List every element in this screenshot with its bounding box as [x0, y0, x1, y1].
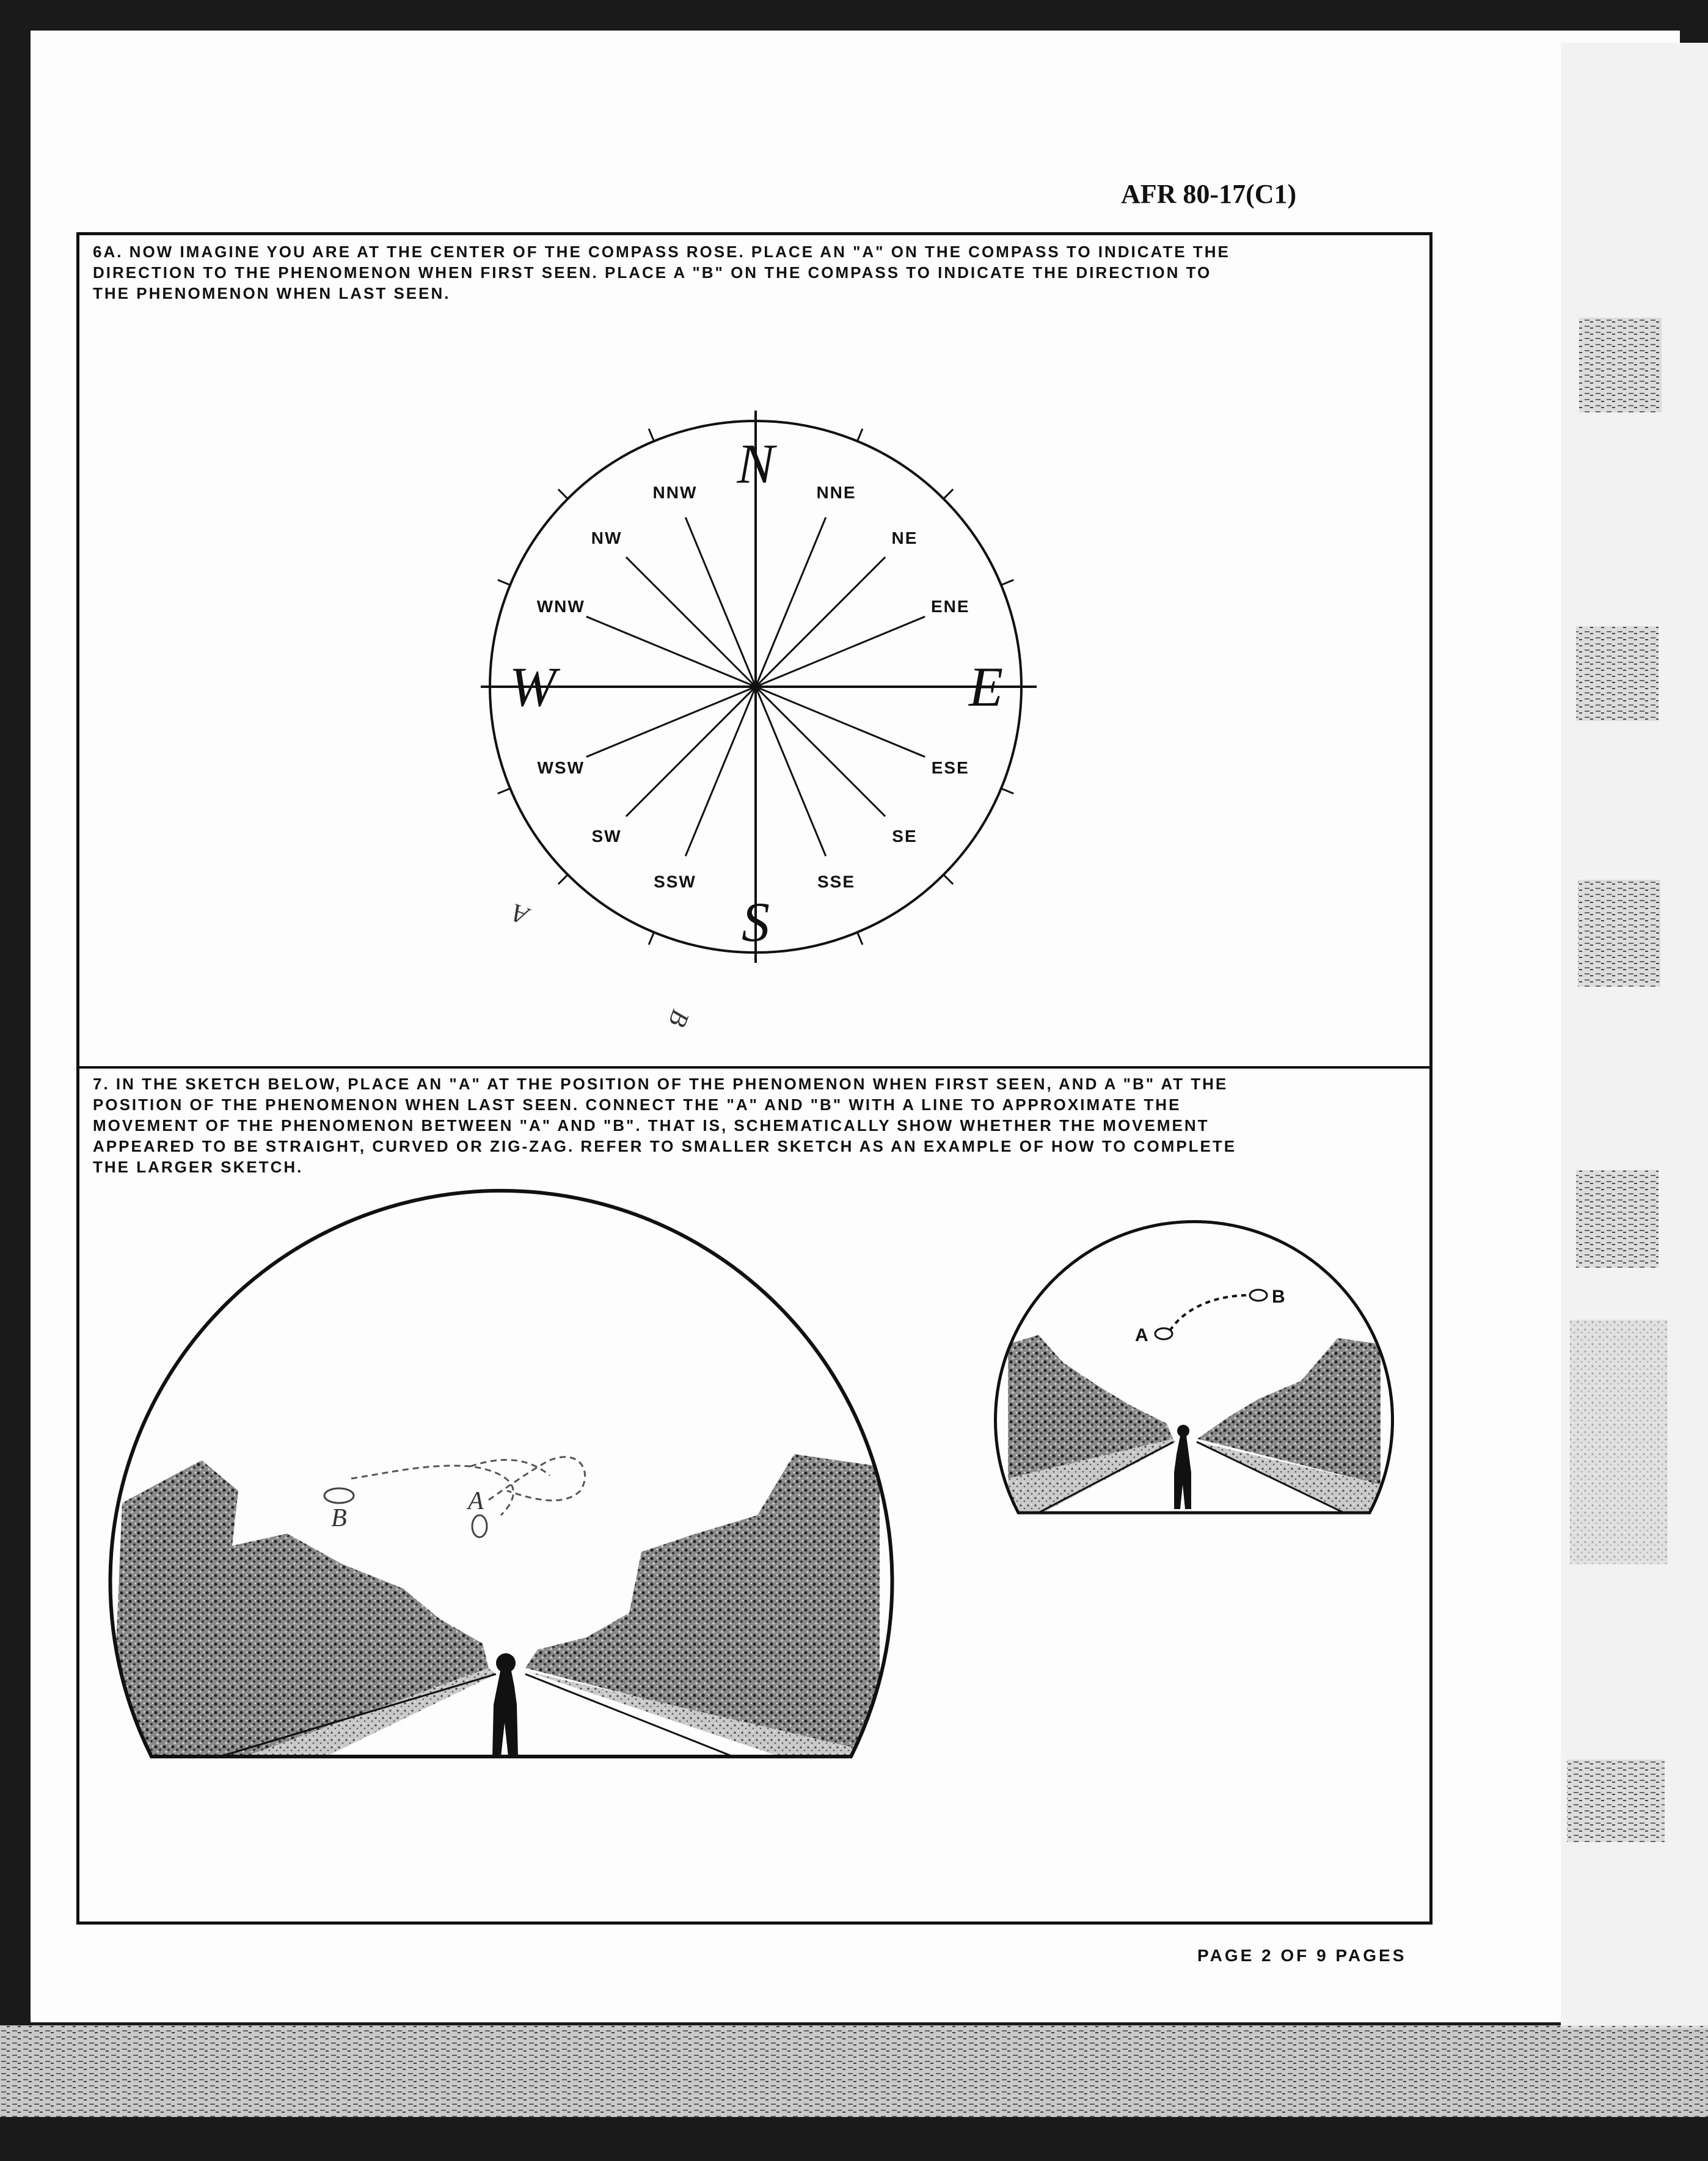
compass-label-sse: SSE: [817, 872, 856, 891]
example-trajectory: [1170, 1295, 1249, 1331]
compass-rose: [481, 411, 1037, 1030]
compass-label-nnw: NNW: [652, 483, 698, 502]
compass-label-sw: SW: [591, 826, 622, 846]
compass-south-label: S: [742, 891, 770, 953]
large-observer-head: [496, 1653, 516, 1673]
example-left-trees: [1008, 1335, 1173, 1479]
compass-label-ese: ESE: [931, 758, 969, 778]
question-7-line-4: APPEARED TO BE STRAIGHT, CURVED OR ZIG-ZAG. REFER TO SMALLER SKETCH AS AN EXAMPLE OF HOW TO COMPLETE: [93, 1137, 1237, 1155]
compass-label-ne: NE: [891, 528, 918, 548]
compass-tick: [558, 874, 569, 884]
handwritten-trajectory: [351, 1460, 550, 1515]
compass-tick: [558, 489, 569, 500]
large-b-circle: [324, 1488, 354, 1503]
handwritten-a-mark: A: [508, 898, 533, 930]
compass-ray-ne: [756, 557, 885, 687]
compass-ray-sw: [626, 687, 756, 816]
compass-tick: [498, 580, 511, 585]
large-b-handwritten: B: [331, 1504, 347, 1532]
compass-label-nne: NNE: [816, 483, 856, 502]
example-b-label: B: [1272, 1287, 1285, 1307]
compass-west-label: W: [509, 656, 557, 718]
example-a-label: A: [1135, 1325, 1148, 1345]
compass-ray-nw: [626, 557, 756, 687]
question-6a-line-2: DIRECTION TO THE PHENOMENON WHEN FIRST SEEN. PLACE A "B" ON THE COMPASS TO INDICATE THE DIRECTION TO: [93, 263, 1212, 282]
large-observer-figure: [492, 1668, 518, 1757]
large-a-handwritten: A: [468, 1487, 484, 1515]
question-7-line-5: THE LARGER SKETCH.: [93, 1158, 304, 1176]
compass-east-label: E: [968, 656, 1004, 718]
compass-tick: [1000, 788, 1013, 794]
handwritten-b-mark: B: [662, 1006, 695, 1031]
question-6a-line-1: 6A. NOW IMAGINE YOU ARE AT THE CENTER OF THE COMPASS ROSE. PLACE AN "A" ON THE COMPASS TO INDICATE THE: [93, 243, 1230, 261]
example-b-circle: [1250, 1290, 1267, 1301]
compass-tick: [649, 429, 654, 442]
large-sketch: [110, 1191, 892, 1790]
example-observer-head: [1177, 1425, 1189, 1437]
compass-tick: [857, 931, 863, 945]
compass-north-label: N: [737, 433, 775, 495]
large-a-circle: [472, 1515, 487, 1537]
compass-label-se: SE: [892, 826, 918, 846]
compass-ray-se: [756, 687, 885, 816]
compass-tick: [1000, 580, 1013, 585]
question-7-line-3: MOVEMENT OF THE PHENOMENON BETWEEN "A" AND "B". THAT IS, SCHEMATICALLY SHOW WHETHER THE MOVEMENT: [93, 1116, 1210, 1135]
compass-label-nw: NW: [591, 528, 622, 548]
compass-tick: [649, 931, 654, 945]
example-a-circle: [1155, 1328, 1172, 1339]
compass-label-wnw: WNW: [536, 596, 585, 616]
handwritten-loop: [489, 1457, 585, 1501]
question-6a-line-3: THE PHENOMENON WHEN LAST SEEN.: [93, 284, 451, 302]
compass-label-ene: ENE: [930, 596, 970, 616]
compass-label-wsw: WSW: [537, 758, 585, 778]
example-observer-figure: [1174, 1436, 1191, 1509]
example-right-trees: [1197, 1338, 1381, 1485]
compass-tick: [498, 788, 511, 794]
form-number: AFR 80-17(C1): [1121, 179, 1297, 209]
compass-tick: [943, 489, 953, 500]
question-7-line-2: POSITION OF THE PHENOMENON WHEN LAST SEEN. CONNECT THE "A" AND "B" WITH A LINE TO APPROXIMATE THE: [93, 1095, 1181, 1114]
example-sketch: [995, 1221, 1392, 1515]
page-number: PAGE 2 OF 9 PAGES: [1197, 1946, 1407, 1965]
question-7-line-1: 7. IN THE SKETCH BELOW, PLACE AN "A" AT THE POSITION OF THE PHENOMENON WHEN FIRST SEEN, AND A "B" AT THE: [93, 1075, 1228, 1093]
compass-tick: [857, 429, 863, 442]
compass-tick: [943, 874, 953, 884]
compass-label-ssw: SSW: [654, 872, 696, 891]
